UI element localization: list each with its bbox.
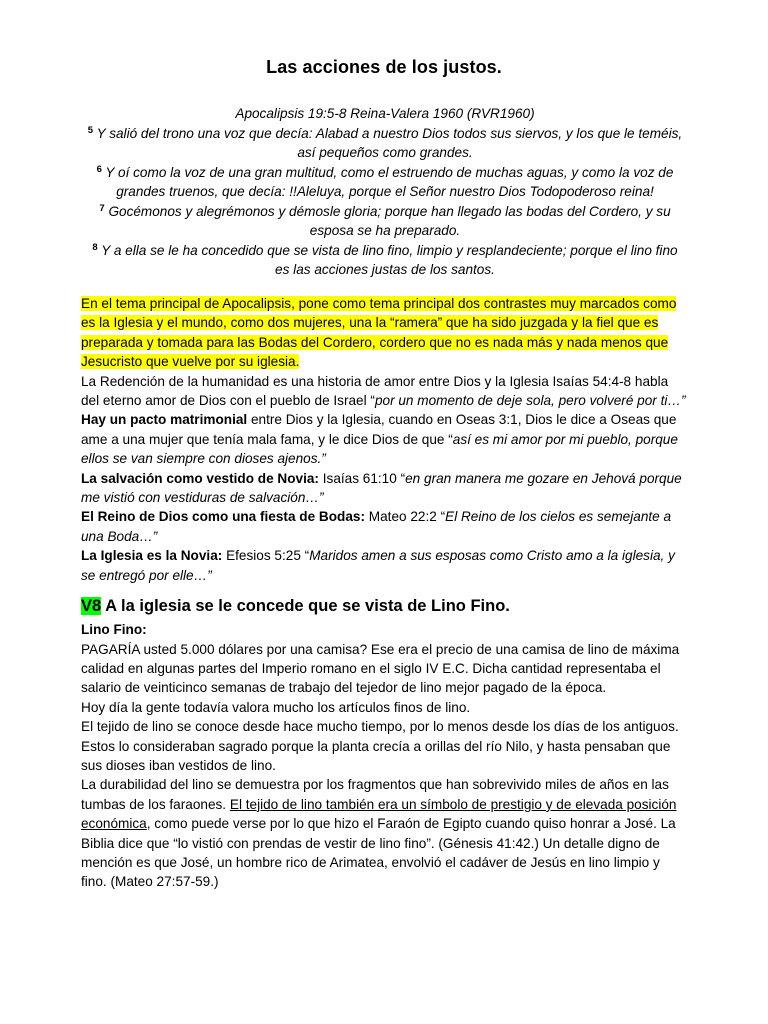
quote-text: así es mi amor por mi pueblo, porque ellos se van siempre con dioses ajenos.” [81,431,678,467]
verse-text: Y salió del trono una voz que decía: Alabad a nuestro Dios todos sus siervos, y los que le teméis, así pequeños como grandes. [96,126,683,160]
paragraph-text: Efesios 5:25 “ [222,548,310,564]
point-paragraph [81,507,689,546]
section-paragraph: Hoy día la gente todavía valora mucho los artículos finos de lino. [81,699,471,715]
point-paragraph [81,469,689,508]
intro-paragraph [81,294,689,372]
page-title: Las acciones de los justos. [266,57,502,77]
point-paragraph [81,546,689,585]
verse-text: Y oí como la voz de una gran multitud, como el estruendo de muchas aguas, y como la voz de grandes truenos, que decía: !!Aleluya, porque el Señor nuestro Dios Todopoderoso reina! [105,165,674,199]
paragraph-text: Isaías 61:10 “ [318,470,406,486]
section-heading-text: A la iglesia se le concede que se vista de Lino Fino. [105,597,510,616]
subheading-text: Lino Fino: [81,622,147,638]
verse [86,241,684,279]
quote-text: en gran manera me gozare en Jehová porque me vistió con vestiduras de salvación…” [81,470,682,506]
verse-number: 8 [92,242,98,253]
verse [86,124,684,162]
quote-text: Maridos amen a sus esposas como Cristo amo a la iglesia, y se entregó por elle…” [81,548,675,583]
point-heading: La Iglesia es la Novia: [81,548,223,564]
scripture-block [86,104,684,280]
paragraph-text: entre Dios y la Iglesia, cuando en Oseas 3:1, Dios le dice a Oseas que ame a una mujer que tenía mala fama, y le dice Dios de que “ [81,412,677,447]
paragraph-text: , como puede verse por lo que hizo el Faraón de Egipto cuando quiso honrar a José. La Biblia dice que “lo vistió con prendas de vestir de lino fino”. (Génesis 41:42.) Un detalle digno de mención es que José, un hombre rico de Arimatea, envolvió el cadáver de Jesús en lino limpio y fino. (Mateo 27:57-59.) [81,816,676,890]
underlined-text: El tejido de lino también era un símbolo de prestigio y de elevada posición económica [81,796,677,832]
subheading [81,620,689,639]
verse-number: 7 [99,203,105,214]
durability-paragraph [81,775,689,891]
paragraph-text: La durabilidad del lino se demuestra por los fragmentos que han sobrevivido miles de años en las tumbas de los faraones. [81,777,669,812]
verse-number: 5 [87,125,94,136]
highlighted-text: En el tema principal de Apocalipsis, pone como tema principal dos contrastes muy marcados como es la Iglesia y el mundo, como dos mujeres, una la “ramera” que ha sido juzgada y la fiel que es preparada y tomada para las Bodas del Cordero, cordero que no es nada más y nada menos que Jesucristo que vuelve por su iglesia. [81,296,677,370]
section-paragraph: El tejido de lino se conoce desde hace mucho tiempo, por lo menos desde los días de los antiguos. Estos lo consideraban sagrado porque la planta crecía a orillas del río Nilo, y hasta pensaban que sus dioses iban vestidos de lino. [81,719,679,773]
point-heading: El Reino de Dios como una fiesta de Bodas: [81,509,366,525]
section-paragraph: PAGARÍA usted 5.000 dólares por una camisa? Ese era el precio de una camisa de lino de máxima calidad en algunas partes del Imperio romano en el siglo IV E.C. Dicha cantidad representaba el salario de veinticinco semanas de trabajo del tejedor de lino mejor pagado de la época. [81,641,680,696]
verse [86,163,684,201]
section-heading [81,593,689,619]
point-heading: La salvación como vestido de Novia: [81,470,319,486]
redemption-paragraph [81,372,689,411]
point-paragraph [81,410,689,468]
verse-label: V8 [81,597,102,616]
verse-text: Y a ella se le ha concedido que se vista de lino fino, limpio y resplandeciente; porque el lino fino es las acciones justas de los santos. [101,243,678,277]
paragraph-text: La Redención de la humanidad es una historia de amor entre Dios y la Iglesia Isaías 54:4-8 habla del eterno amor de Dios con el pueblo de Israel “ [81,373,669,409]
quote-text: El Reino de los cielos es semejante a una Boda…” [81,509,672,544]
quote-text: por un momento de deje sola, pero volveré por ti…” [374,393,686,409]
verse-text: Gocémonos y alegrémonos y démosle gloria; porque han llegado las bodas del Cordero, y su esposa se ha preparado. [108,204,671,238]
document-body [81,294,689,892]
verse [86,202,684,240]
verse-number: 6 [96,164,102,175]
scripture-reference: Apocalipsis 19:5-8 Reina-Valera 1960 (RVR1960) [235,106,535,121]
point-heading: Hay un pacto matrimonial [81,412,248,428]
paragraph-text: Mateo 22:2 “ [365,509,446,525]
